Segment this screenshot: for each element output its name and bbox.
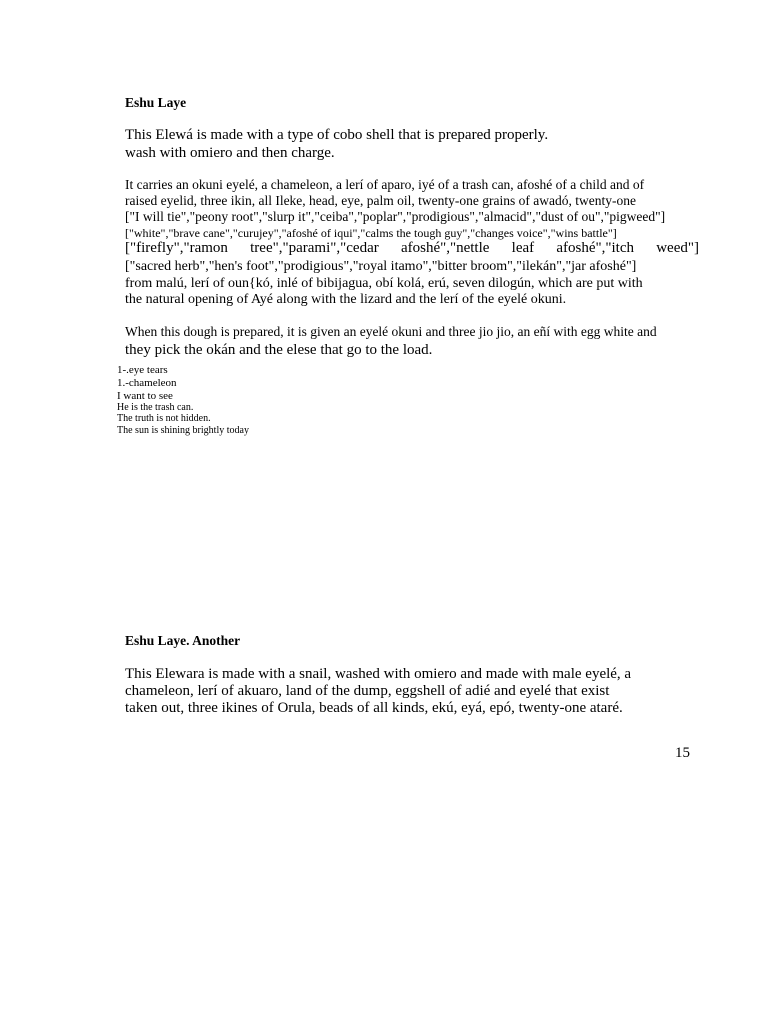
body-line-2: raised eyelid, three ikin, all Ileke, head, eye, palm oil, twenty-one grains of awadó, twenty-one: [125, 193, 636, 208]
note-line-5: The truth is not hidden.: [117, 413, 211, 424]
body-line-1: It carries an okuni eyelé, a chameleon, a lerí of aparo, iyé of a trash can, afoshé of a child and of: [125, 177, 645, 192]
body-line-3: ["I will tie","peony root","slurp it","ceiba","poplar","prodigious","almacid","dust of ou","pigweed"]: [125, 209, 666, 224]
body-line-6: ["sacred herb","hen's foot","prodigious","royal itamo","bitter broom","ilekán","jar afoshé"]: [125, 259, 637, 274]
section2-line-2: chameleon, lerí of akuaro, land of the dump, eggshell of adié and eyelé that exist: [125, 683, 610, 699]
body-line-7: from malú, lerí of oun{kó, inlé of bibijagua, obí kolá, erú, seven dilogún, which are put with: [125, 276, 643, 291]
body-line-4: ["white","brave cane","curujey","afoshé of iqui","calms the tough guy","changes voice","wins battle"]: [125, 226, 617, 240]
body-line-8: the natural opening of Ayé along with the lizard and the lerí of the eyelé okuni.: [125, 292, 567, 307]
body-line-5: ["firefly","ramon tree","parami","cedar afoshé","nettle leaf afoshé","itch weed"]: [125, 240, 699, 256]
page-number: 15: [675, 745, 690, 761]
note-line-4: He is the trash can.: [117, 402, 194, 413]
section2-line-3: taken out, three ikines of Orula, beads of all kinds, ekú, eyá, epó, twenty-one ataré.: [125, 700, 623, 716]
section-heading-eshu-laye-another: Eshu Laye. Another: [125, 633, 241, 648]
note-line-3: I want to see: [117, 390, 173, 402]
dough-line-2: they pick the okán and the elese that go to the load.: [125, 342, 433, 358]
note-line-1: 1-.eye tears: [117, 364, 168, 376]
intro-line-1: This Elewá is made with a type of cobo shell that is prepared properly.: [125, 127, 549, 143]
dough-line-1: When this dough is prepared, it is given an eyelé okuni and three jio jio, an eñí with egg white and: [125, 324, 657, 339]
note-line-6: The sun is shining brightly today: [117, 425, 249, 436]
intro-line-2: wash with omiero and then charge.: [125, 145, 335, 161]
section2-line-1: This Elewara is made with a snail, washed with omiero and made with male eyelé, a: [125, 666, 632, 682]
section-heading-eshu-laye: Eshu Laye: [125, 95, 187, 110]
note-line-2: 1.-chameleon: [117, 377, 177, 389]
